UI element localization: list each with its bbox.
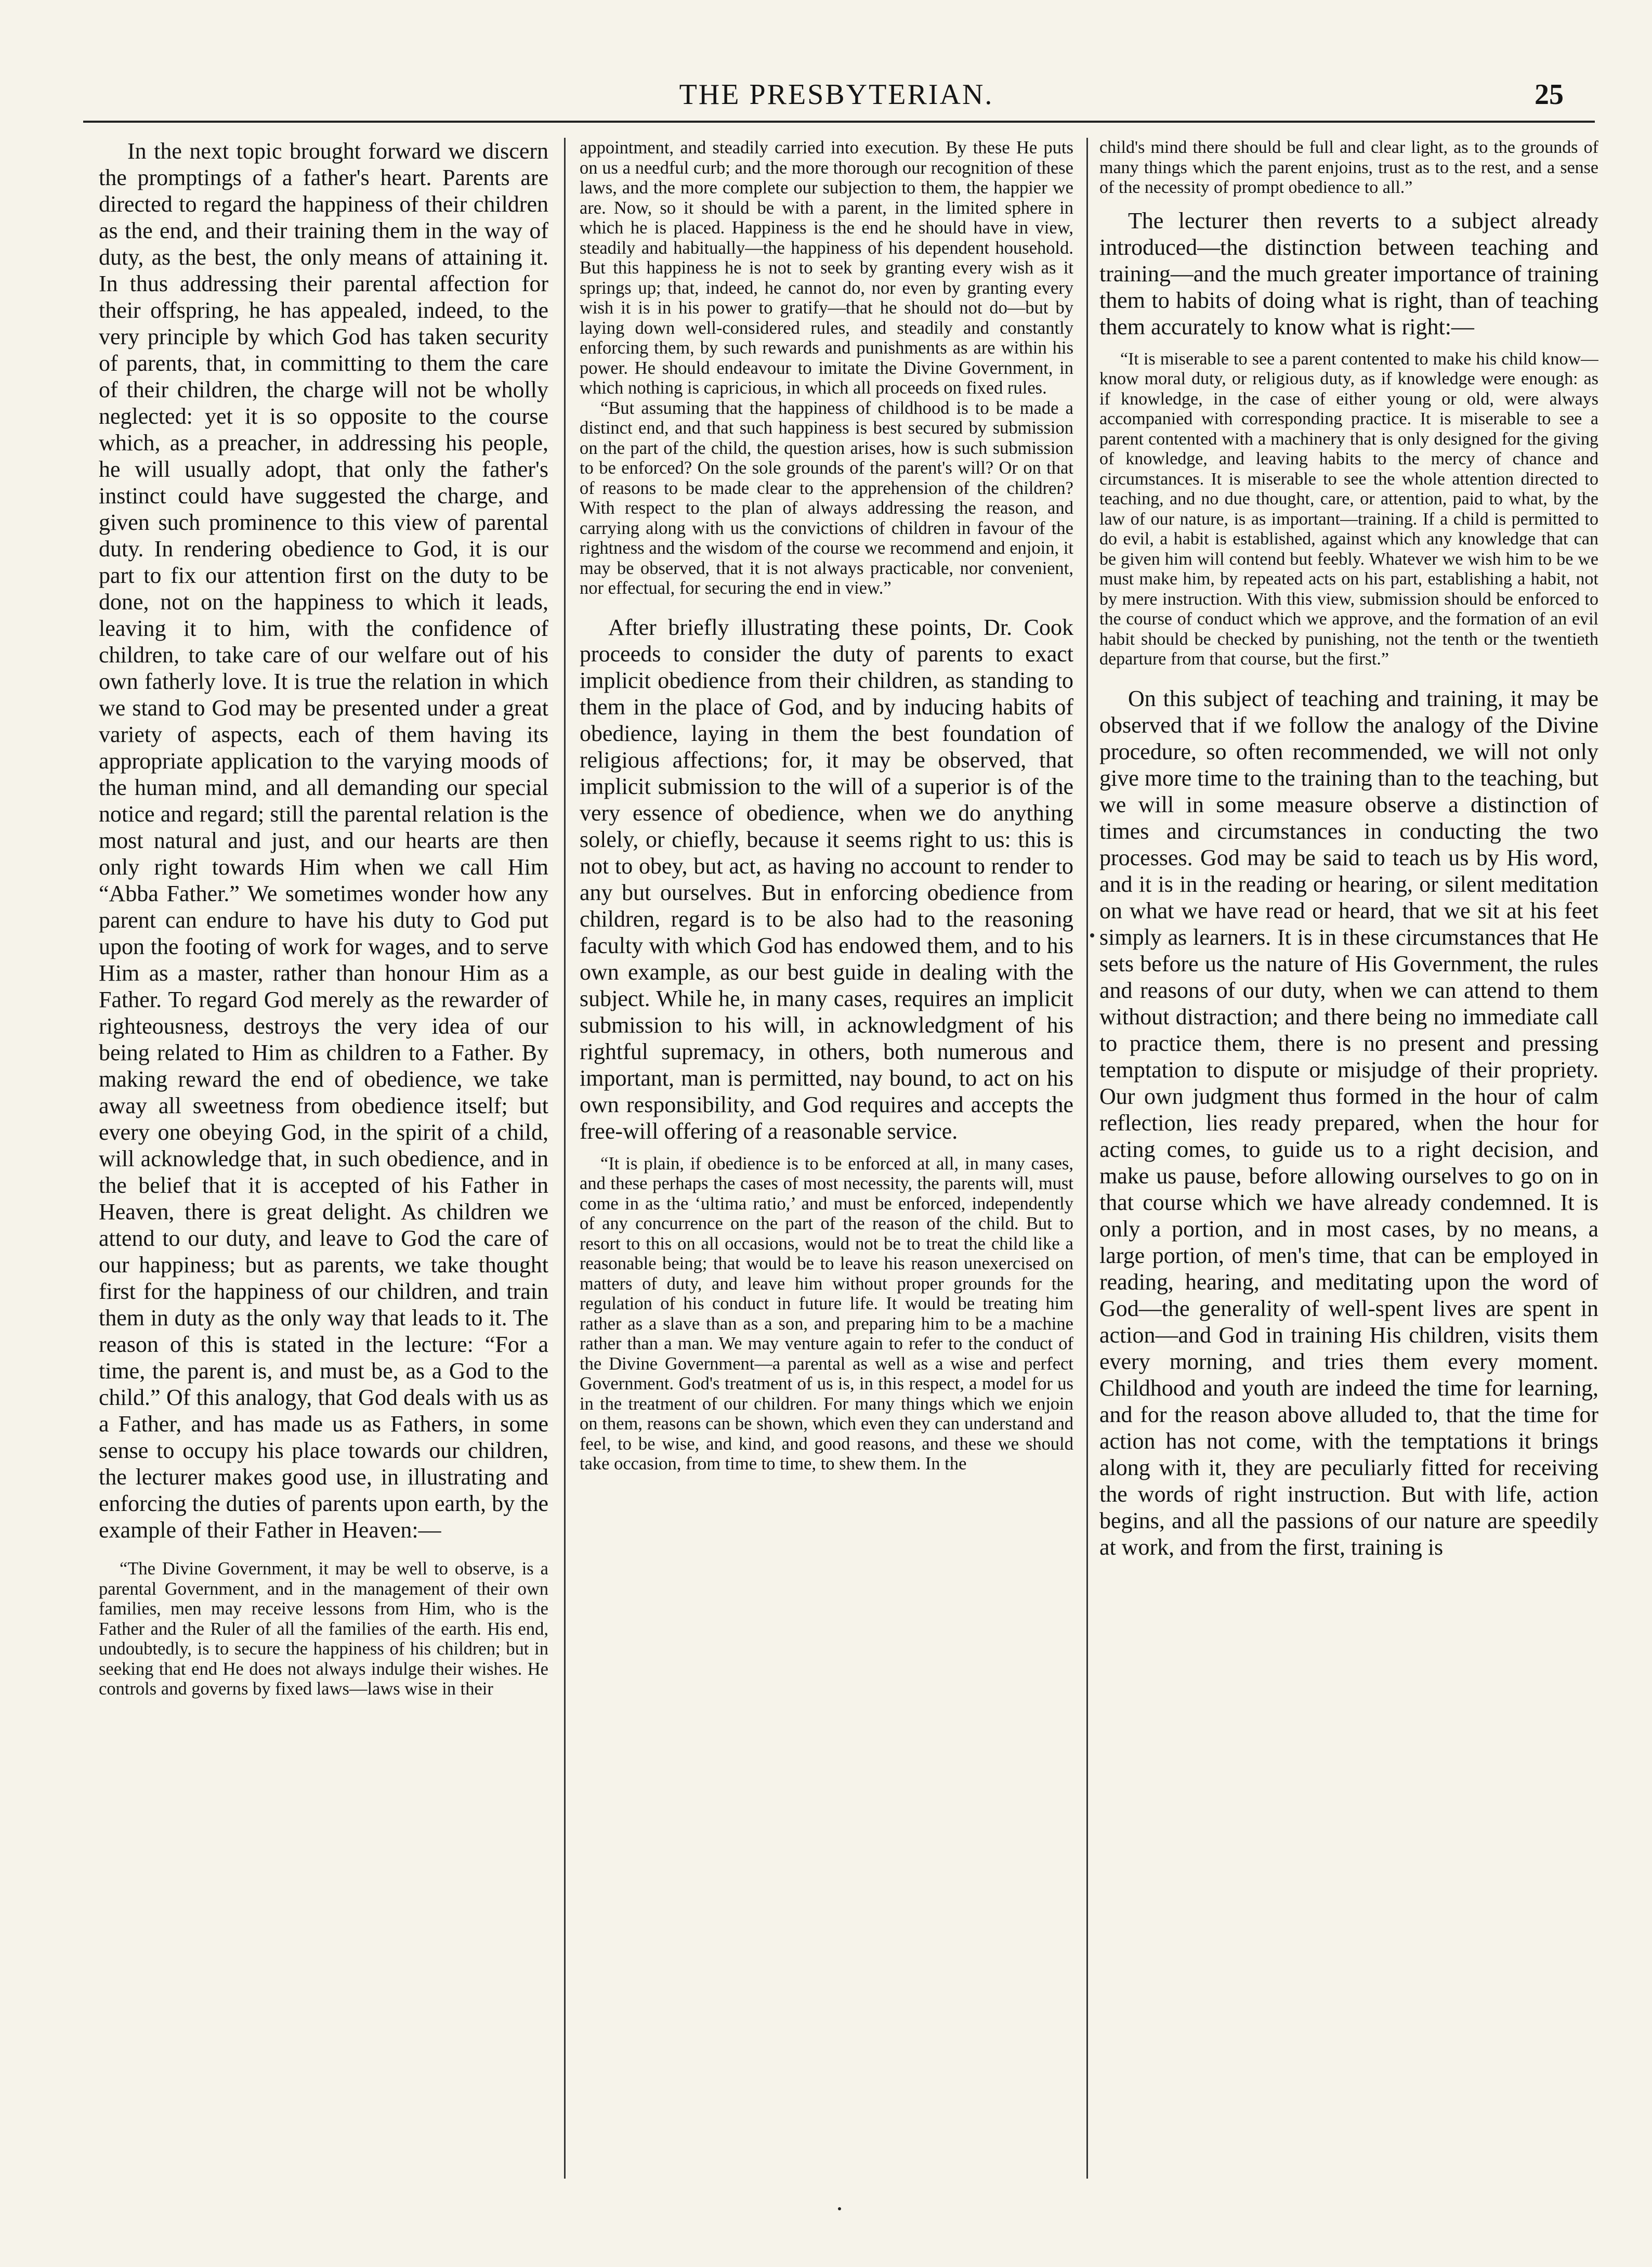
column-divider <box>1086 138 1088 2179</box>
block-quote: “It is plain, if obedience is to be enforced at all, in many cases, and these perhaps the cases of most necessity, the parents will, must come in as the ‘ultima ratio,’ and must be enforced, independently of any concurrence on the part of the reason of the child. But to resort to this on all occasions, would not be to treat the child like a reasonable being; that would be to leave his reason unexercised on matters of duty, and leave him without proper grounds for the regulation of his conduct in future life. It would be treating him rather as a slave than as a son, and preparing him to be a machine rather than a man. We may venture again to refer to the conduct of the Divine Government—a parental as well as a wise and perfect Government. God's treatment of us is, in this respect, a model for us in the treatment of our children. For many things which we enjoin on them, reasons can be shown, which even they can understand and feel, to be wise, and kind, and good reasons, and these we should take occasion, from time to time, to shew them. In the <box>580 1153 1073 1474</box>
print-mark <box>1090 933 1094 937</box>
block-quote: child's mind there should be full and clear light, as to the grounds of many things which the parent enjoins, trust as to the rest, and a sense of the necessity of prompt obedience to all.” <box>1099 138 1598 197</box>
running-title: THE PRESBYTERIAN. <box>679 79 994 111</box>
column-1 <box>99 138 548 2179</box>
header-rule <box>83 121 1595 123</box>
body-paragraph: After briefly illustrating these points, Dr. Cook proceeds to consider the duty of parents to exact implicit obedience from their children, as standing to them in the place of God, and by inducing habits of obedience, laying in them the best foundation of religious affections; for, it may be observed, that implicit submission to the will of a superior is of the very essence of obedience, when we do anything solely, or chiefly, because it seems right to us: this is not to obey, but act, as having no account to render to any but ourselves. But in enforcing obedience from children, regard is to be also had to the reasoning faculty with which God has endowed them, and to his own example, as our best guide in dealing with the subject. While he, in many cases, requires an implicit submission to his will, in acknowledgment of his rightful supremacy, in others, both numerous and important, man is permitted, nay bound, to act on his own responsibility, and God requires and accepts the free-will offering of a reasonable service. <box>580 614 1073 1144</box>
body-paragraph: In the next topic brought forward we discern the promptings of a father's heart. Parents are directed to regard the happiness of their children as the end, and their training them in the way of duty, as the best, the only means of attaining it. In thus addressing their parental affection for their offspring, he has appealed, indeed, to the very principle by which God has taken security of parents, that, in committing to them the care of their children, the charge will not be wholly neglected: yet it is so opposite to the course which, as a preacher, in addressing his people, he will usually adopt, that only the father's instinct could have suggested the charge, and given such prominence to this view of parental duty. In rendering obedience to God, it is our part to fix our attention first on the duty to be done, not on the happiness to which it leads, leaving it to him, with the confidence of children, to take care of our welfare out of his own fatherly love. It is true the relation in which we stand to God may be presented under a great variety of aspects, each of them having its appropriate application to the varying moods of the human mind, and all demanding our special notice and regard; still the parental relation is the most natural and just, and our hearts are then only right towards Him when we call Him “Abba Father.” We sometimes wonder how any parent can endure to have his duty to God put upon the footing of work for wages, and to serve Him as a master, rather than honour Him as a Father. To regard God merely as the rewarder of righteousness, destroys the very idea of our being related to Him as children to a Father. By making reward the end of obedience, we take away all sweetness from obedience itself; but every one obeying God, in the spirit of a child, will acknowledge that, in such obedience, and in the belief that it is accepted of his Father in Heaven, there is great delight. As children we attend to our duty, and leave to God the care of our happiness; but as parents, we take thought first for the happiness of our children, and train them in duty as the only way that leads to it. The reason of this is stated in the lecture: “For a time, the parent is, and must be, as a God to the child.” Of this analogy, that God deals with us as a Father, and has made us as Fathers, in some sense to occupy his place towards our children, the lecturer makes good use, in illustrating and enforcing the duties of parents upon earth, by the example of their Father in Heaven:— <box>99 138 548 1543</box>
block-quote: “It is miserable to see a parent contented to make his child know—know moral duty, or religious duty, as if knowledge were enough: as if knowledge, in the case of either young or old, were always accompanied with corresponding practice. It is miserable to see a parent contented with a machinery that is only designed for the giving of knowledge, and leaving habits to the mercy of chance and circumstances. It is miserable to see the whole attention directed to teaching, and no due thought, care, or attention, paid to what, by the law of our nature, is as important—training. If a child is permitted to do evil, a habit is established, against which any knowledge that can be given him will contend but feebly. Whatever we wish him to be we must make him, by repeated acts on his part, establishing a habit, not by mere instruction. With this view, submission should be enforced to the course of conduct which we approve, and the formation of an evil habit should be checked by punishing, not the tenth or the twentieth departure from that course, but the first.” <box>1099 349 1598 669</box>
column-divider <box>564 138 566 2179</box>
body-paragraph: On this subject of teaching and training, it may be observed that if we follow the analogy of the Divine procedure, so often recommended, we will not only give more time to the training than to the teaching, but we will in some measure observe a distinction of times and circumstances in conducting the two processes. God may be said to teach us by His word, and it is in the reading or hearing, or silent meditation on what we have read or heard, that we sit at his feet simply as learners. It is in these circumstances that He sets before us the nature of His Government, the rules and reasons of our duty, when we can attend to them without distraction; and there being no immediate call to practice them, there is no present and pressing temptation to dispute or misjudge of their propriety. Our own judgment thus formed in the hour of calm reflection, lies ready prepared, when the hour for acting comes, to guide us to a right decision, and make us pause, before allowing ourselves to go on in that course which we have already condemned. It is only a portion, and in most cases, by no means, a large portion, of men's time, that can be employed in reading, hearing, and meditating upon the word of God—the generality of well-spent lives are spent in action—and God in training His children, visits them every morning, and tries them every moment. Childhood and youth are indeed the time for learning, and for the reason above alluded to, that the time for action has not come, with the temptations it brings along with it, they are peculiarly fitted for receiving the words of right instruction. But with life, action begins, and all the passions of our nature are speedily at work, and from the first, training is <box>1099 685 1598 1560</box>
print-mark <box>838 2207 841 2210</box>
body-paragraph: The lecturer then reverts to a subject already introduced—the distinction between teaching and training—and the much greater importance of training them to habits of doing what is right, than of teaching them accurately to know what is right:— <box>1099 207 1598 340</box>
page-number: 25 <box>1535 79 1564 111</box>
page-header <box>83 78 1590 114</box>
block-quote: “But assuming that the happiness of childhood is to be made a distinct end, and that such happiness is best secured by submission on the part of the child, the question arises, how is such submission to be enforced? On the sole grounds of the parent's will? Or on that of reasons to be made clear to the apprehension of the children? With respect to the plan of always addressing the reason, and carrying along with us the convictions of children in favour of the rightness and the wisdom of the course we recommend and enjoin, it may be observed, that it is not always practicable, nor convenient, nor effectual, for securing the end in view.” <box>580 398 1073 598</box>
block-quote: “The Divine Government, it may be well to observe, is a parental Government, and in the management of their own families, men may receive lessons from Him, who is the Father and the Ruler of all the families of the earth. His end, undoubtedly, is to secure the happiness of his children; but in seeking that end He does not always indulge their wishes. He controls and governs by fixed laws—laws wise in their <box>99 1559 548 1699</box>
column-2 <box>580 138 1073 2179</box>
column-3 <box>1099 138 1598 2179</box>
block-quote: appointment, and steadily carried into execution. By these He puts on us a needful curb; and the more thorough our recognition of these laws, and the more complete our subjection to them, the happier we are. Now, so it should be with a parent, in the limited sphere in which he is placed. Happiness is the end he should have in view, steadily and habitually—the happiness of his dependent household. But this happiness he is not to seek by granting every wish as it springs up; that, indeed, he cannot do, nor even by granting every wish it is in his power to gratify—that he should not do—but by laying down well-considered rules, and steadily and constantly enforcing them, by such rewards and punishments as are within his power. He should endeavour to imitate the Divine Government, in which nothing is capricious, in which all proceeds on fixed rules. <box>580 138 1073 398</box>
